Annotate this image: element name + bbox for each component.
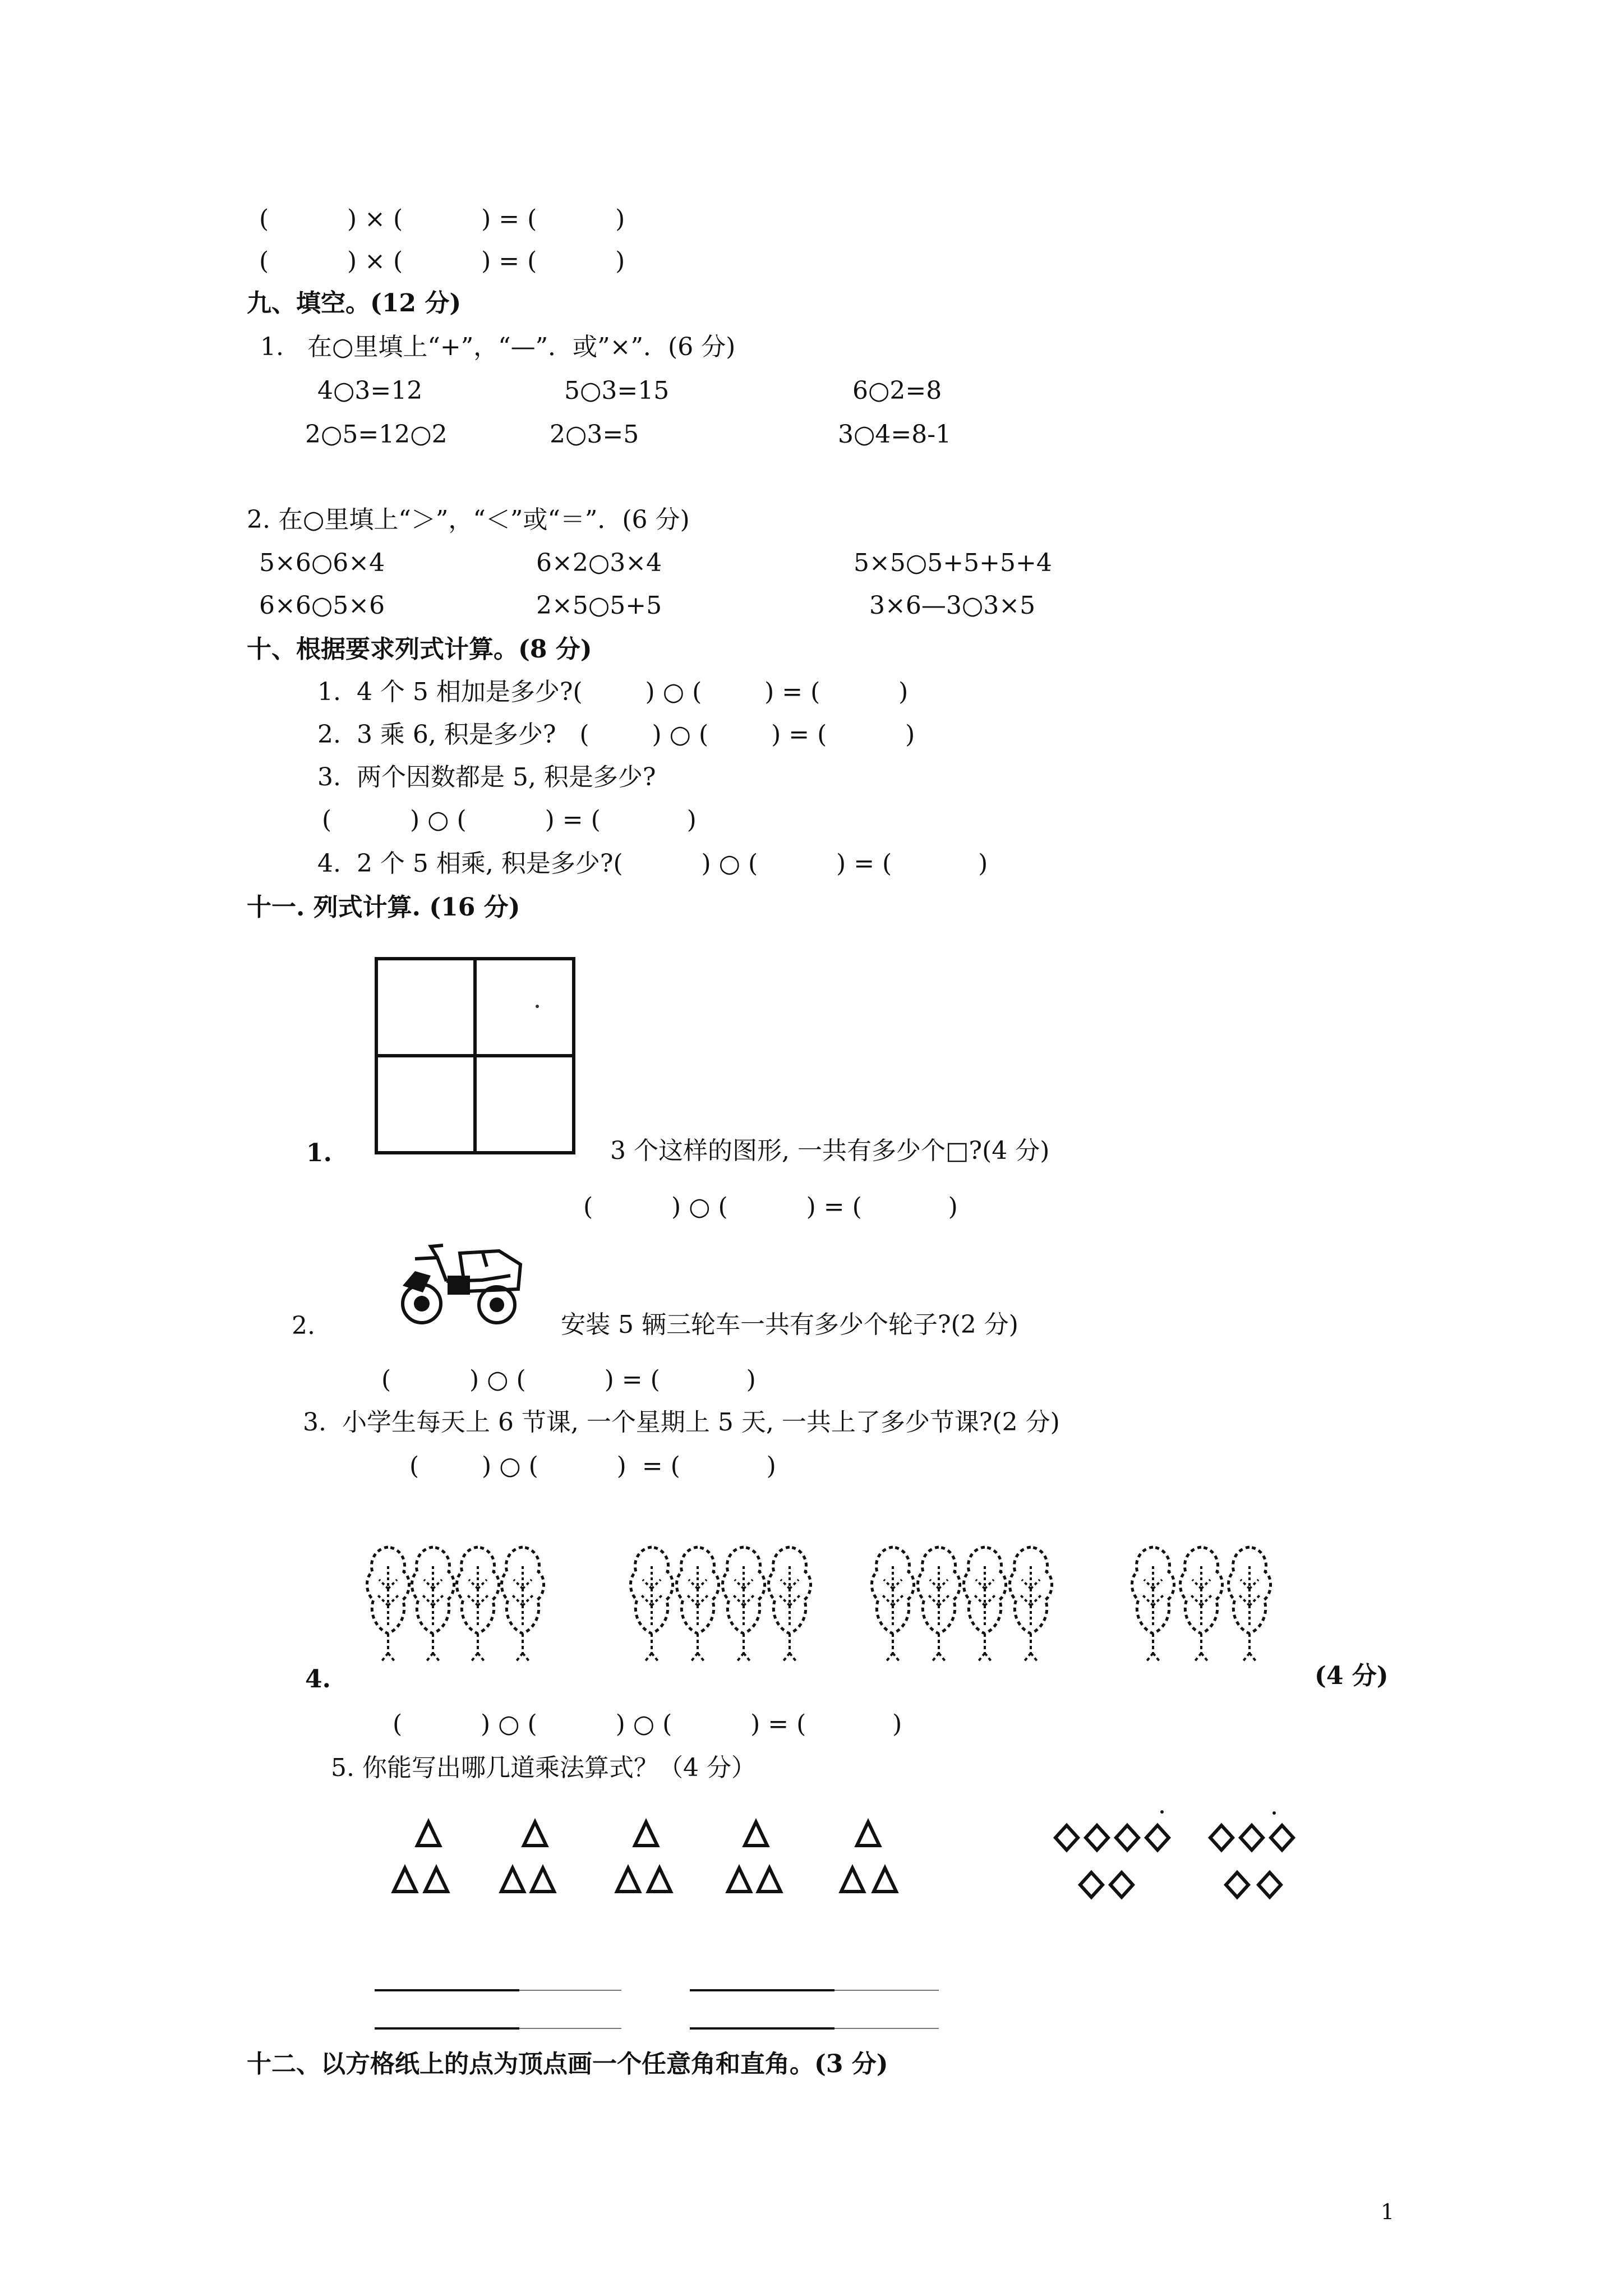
- sec10-item-1: 1. 4 个 5 相加是多少?( ) ○ ( ) = ( ): [317, 678, 909, 706]
- sec9-q2-r2c2: 2×5○5+5: [536, 591, 662, 620]
- sec12-title: 十二、以方格纸上的点为顶点画一个任意角和直角。(3 分): [247, 2050, 888, 2078]
- sec11-q1-blank: ( ) ○ ( ) = ( ): [583, 1193, 958, 1221]
- tree-group-4: [1132, 1547, 1270, 1662]
- tricycle-image: [398, 1242, 525, 1327]
- grid-figure: [375, 957, 575, 1154]
- triangle-group-1: [394, 1822, 448, 1892]
- sec9-q1-r2c3: 3○4=8-1: [838, 420, 952, 449]
- sec9-q1-r1c1: 4○3=12: [317, 376, 423, 405]
- sec11-q2-number: 2.: [292, 1312, 315, 1340]
- sec9-q1-r1c2: 5○3=15: [564, 376, 670, 405]
- sec10-title: 十、根据要求列式计算。(8 分): [247, 635, 592, 664]
- sec9-q1-r2c2: 2○3=5: [550, 420, 639, 449]
- sec9-q1-prompt: 1. 在○里填上“+”，“—”．或”×”．(6 分): [260, 333, 736, 361]
- sec11-q1-number: 1.: [306, 1139, 332, 1167]
- sec11-q1-text: 3 个这样的图形, 一共有多少个□?(4 分): [610, 1137, 1050, 1165]
- triangle-group-4: [728, 1822, 781, 1892]
- sec11-q4-blank: ( ) ○ ( ) ○ ( ) = ( ): [393, 1710, 902, 1738]
- sec11-q2-text: 安装 5 辆三轮车一共有多少个轮子?(2 分): [561, 1310, 1018, 1339]
- top-line-1: ( ) × ( ) = ( ): [259, 205, 625, 233]
- sec11-q3-blank: ( ) ○ ( ) = ( ): [409, 1452, 776, 1480]
- sec11-title: 十一. 列式计算. (16 分): [247, 893, 520, 922]
- sec9-title: 九、填空。(12 分): [247, 289, 462, 318]
- sec9-q1-r2c1: 2○5=12○2: [305, 420, 448, 449]
- diamond-groups: [1054, 1809, 1318, 1932]
- sec9-q2-r2c1: 6×6○5×6: [259, 591, 385, 620]
- triangle-group-3: [617, 1822, 671, 1892]
- sec10-item-3: 3. 两个因数都是 5, 积是多少?: [317, 763, 656, 792]
- sec9-q2-r1c2: 6×2○3×4: [536, 549, 662, 577]
- tree-groups: [365, 1544, 1307, 1667]
- sec10-item-4: 4. 2 个 5 相乘, 积是多少?( ) ○ ( ) = ( ): [317, 849, 988, 878]
- page-number: 1: [1381, 2200, 1395, 2224]
- sec11-q3-text: 3. 小学生每天上 6 节课, 一个星期上 5 天, 一共上了多少节课?(2 分): [303, 1408, 1060, 1437]
- tree-group-1: [367, 1547, 543, 1662]
- answer-lines: [375, 1986, 947, 2036]
- triangle-group-2: [501, 1822, 554, 1892]
- diamond-group-1: [1055, 1825, 1169, 1897]
- sec9-q2-prompt: 2. 在○里填上“＞”，“＜”或“＝”．(6 分): [247, 505, 690, 534]
- sec10-item-3-blank: ( ) ○ ( ) = ( ): [322, 806, 697, 834]
- sec11-q4-score: (4 分): [1315, 1662, 1389, 1690]
- tree-group-3: [872, 1547, 1052, 1662]
- sec9-q1-r1c3: 6○2=8: [852, 376, 942, 405]
- sec9-q2-r1c1: 5×6○6×4: [259, 549, 385, 577]
- sec9-q2-r1c3: 5×5○5+5+5+4: [854, 549, 1052, 577]
- sec11-q4-number: 4.: [305, 1665, 331, 1694]
- triangle-groups: [393, 1820, 920, 1913]
- triangle-group-5: [841, 1822, 896, 1892]
- sec11-q2-blank: ( ) ○ ( ) = ( ): [381, 1365, 756, 1394]
- tree-group-2: [630, 1547, 810, 1662]
- top-line-2: ( ) × ( ) = ( ): [259, 247, 625, 275]
- sec10-item-2: 2. 3 乘 6, 积是多少? ( ) ○ ( ) = ( ): [317, 720, 915, 749]
- sec9-q2-r2c3: 3×6—3○3×5: [869, 591, 1036, 620]
- diamond-group-2: [1210, 1825, 1293, 1897]
- sec11-q5-text: 5. 你能写出哪几道乘法算式？（4 分）: [331, 1754, 756, 1782]
